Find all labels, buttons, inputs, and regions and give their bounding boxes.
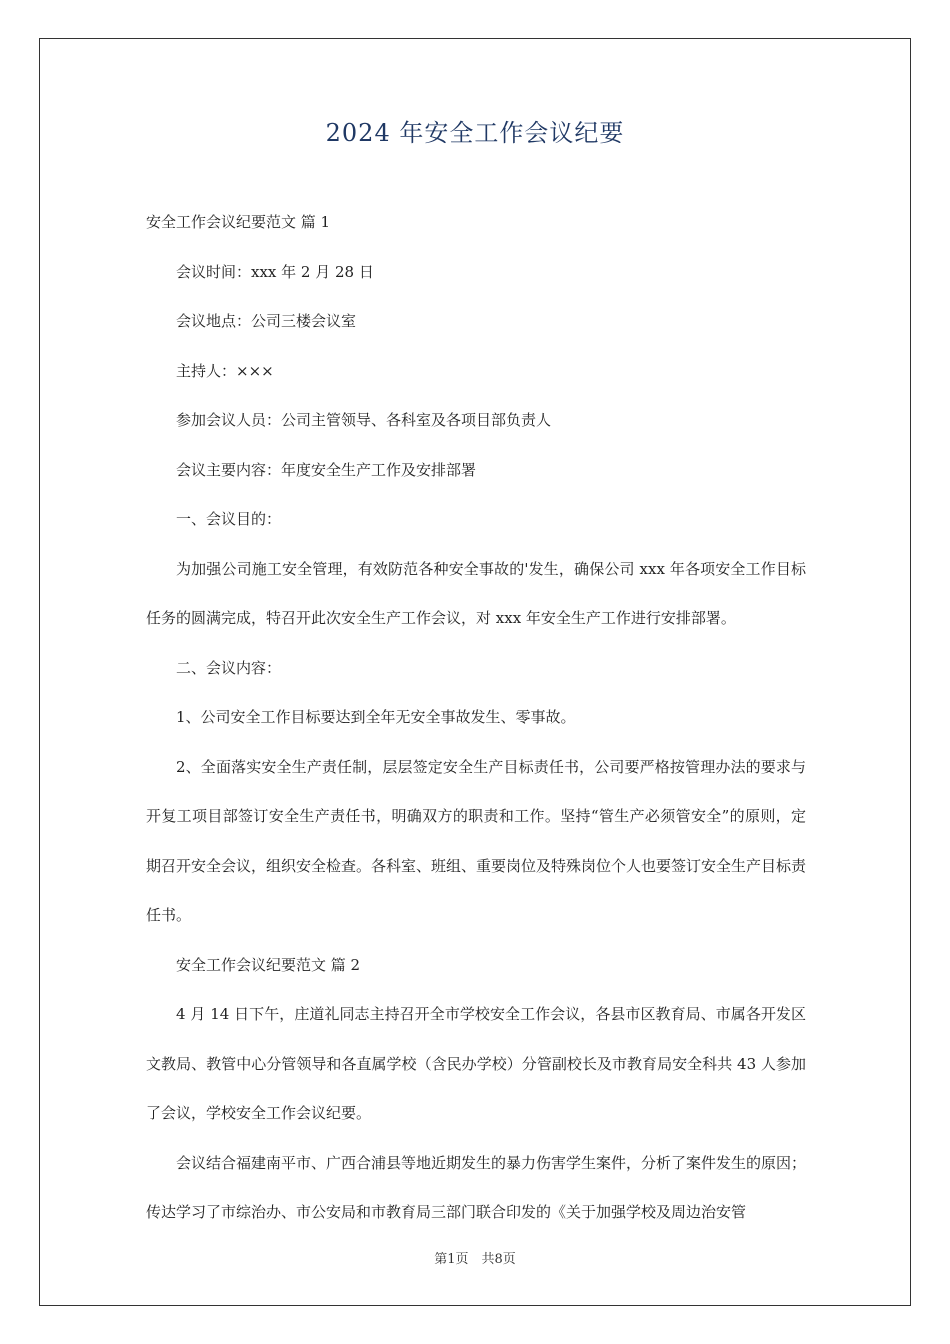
paragraph: 会议主要内容：年度安全生产工作及安排部署 <box>176 460 477 479</box>
paragraph: 二、会议内容： <box>176 658 282 677</box>
paragraph: 一、会议目的： <box>176 510 282 528</box>
document-title: 2024 年安全工作会议纪要 <box>325 119 625 147</box>
paragraph: 会议地点：公司三楼会议室 <box>176 312 357 330</box>
page-number: 第1页 共8页 <box>434 1252 516 1267</box>
paragraph: 1、公司安全工作目标要达到全年无安全事故发生、零事故。 <box>176 708 576 726</box>
paragraph: 安全工作会议纪要范文 篇 1 <box>146 213 331 231</box>
paragraph: 会议时间：xxx 年 2 月 28 日 <box>176 262 374 281</box>
paragraph: 安全工作会议纪要范文 篇 2 <box>176 955 361 974</box>
document-body <box>146 198 806 1238</box>
paragraph: 会议结合福建南平市、广西合浦县等地近期发生的暴力伤害学生案件，分析了案件发生的原因；传达学习了市综治办、市公安局和市教育局三部门联合印发的《关于加强学校及周边治安管 <box>146 1153 807 1221</box>
paragraph: 为加强公司施工安全管理，有效防范各种安全事故的'发生，确保公司 xxx 年各项安全工作目标任务的圆满完成，特召开此次安全生产工作会议，对 xxx 年安全生产工作进行安排部署。 <box>146 559 806 627</box>
paragraph: 参加会议人员：公司主管领导、各科室及各项目部负责人 <box>176 411 552 429</box>
paragraph: 2、全面落实安全生产责任制，层层签定安全生产目标责任书，公司要严格按管理办法的要求与开复工项目部签订安全生产责任书，明确双方的职责和工作。坚持“管生产必须管安全”的原则，定期召开安全会议，组织安全检查。各科室、班组、重要岗位及特殊岗位个人也要签订安全生产目标责任书。 <box>146 757 807 924</box>
paragraph: 主持人：××× <box>176 361 274 380</box>
paragraph: 4 月 14 日下午，庄道礼同志主持召开全市学校安全工作会议，各县市区教育局、市属各开发区文教局、教管中心分管领导和各直属学校（含民办学校）分管副校长及市教育局安全科共 43 人参加了会议，学校安全工作会议纪要。 <box>146 1005 806 1122</box>
